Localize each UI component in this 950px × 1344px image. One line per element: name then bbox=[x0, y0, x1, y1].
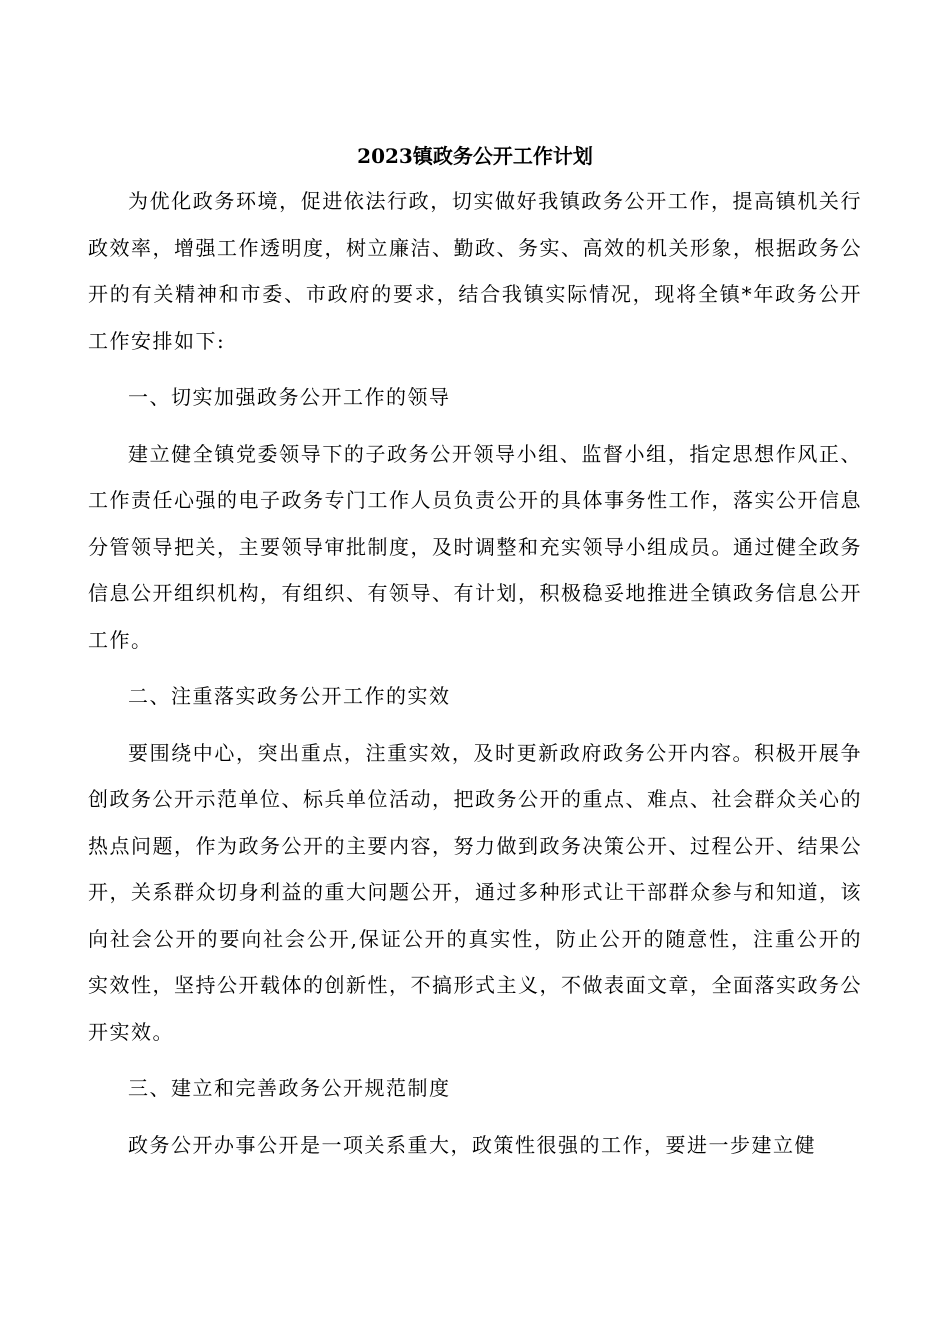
section-body-1: 建立健全镇党委领导下的子政务公开领导小组、监督小组，指定思想作风正、工作责任心强的电子政务专门工作人员负责公开的具体事务性工作，落实公开信息分管领导把关，主要领导审批制度，及时调整和充实领导小组成员。通过健全政务信息公开组织机构，有组织、有领导、有计划，积极稳妥地推进全镇政务信息公开工作。 bbox=[88, 441, 862, 652]
section-body-2: 要围绕中心，突出重点，注重实效，及时更新政府政务公开内容。积极开展争创政务公开示范单位、标兵单位活动，把政务公开的重点、难点、社会群众关心的热点问题，作为政务公开的主要内容，努力做到政务决策公开、过程公开、结果公开，关系群众切身利益的重大问题公开，通过多种形式让干部群众参与和知道，该向社会公开的要向社会公开,保证公开的真实性，防止公开的随意性，注重公开的实效性，坚持公开载体的创新性，不搞形式主义，不做表面文章，全面落实政务公开实效。 bbox=[88, 740, 862, 1044]
section-heading-2: 二、注重落实政务公开工作的实效 bbox=[128, 684, 451, 708]
paragraph-gap bbox=[88, 720, 862, 730]
paragraph-gap bbox=[88, 364, 862, 374]
document-page bbox=[88, 136, 862, 1168]
paragraph-gap bbox=[88, 1112, 862, 1122]
paragraph-gap bbox=[88, 1055, 862, 1065]
intro-paragraph: 为优化政务环境，促进依法行政，切实做好我镇政务公开工作，提高镇机关行政效率，增强工作透明度，树立廉洁、勤政、务实、高效的机关形象，根据政务公开的有关精神和市委、市政府的要求，结合我镇实际情况，现将全镇*年政务公开工作安排如下: bbox=[88, 189, 862, 353]
document-title: 2023镇政务公开工作计划 bbox=[357, 144, 593, 168]
section-body-3: 政务公开办事公开是一项关系重大，政策性很强的工作，要进一步建立健 bbox=[128, 1132, 816, 1157]
paragraph-gap bbox=[88, 663, 862, 673]
paragraph-gap bbox=[88, 421, 862, 431]
section-heading-1: 一、切实加强政务公开工作的领导 bbox=[128, 385, 451, 409]
section-heading-3: 三、建立和完善政务公开规范制度 bbox=[128, 1076, 451, 1100]
